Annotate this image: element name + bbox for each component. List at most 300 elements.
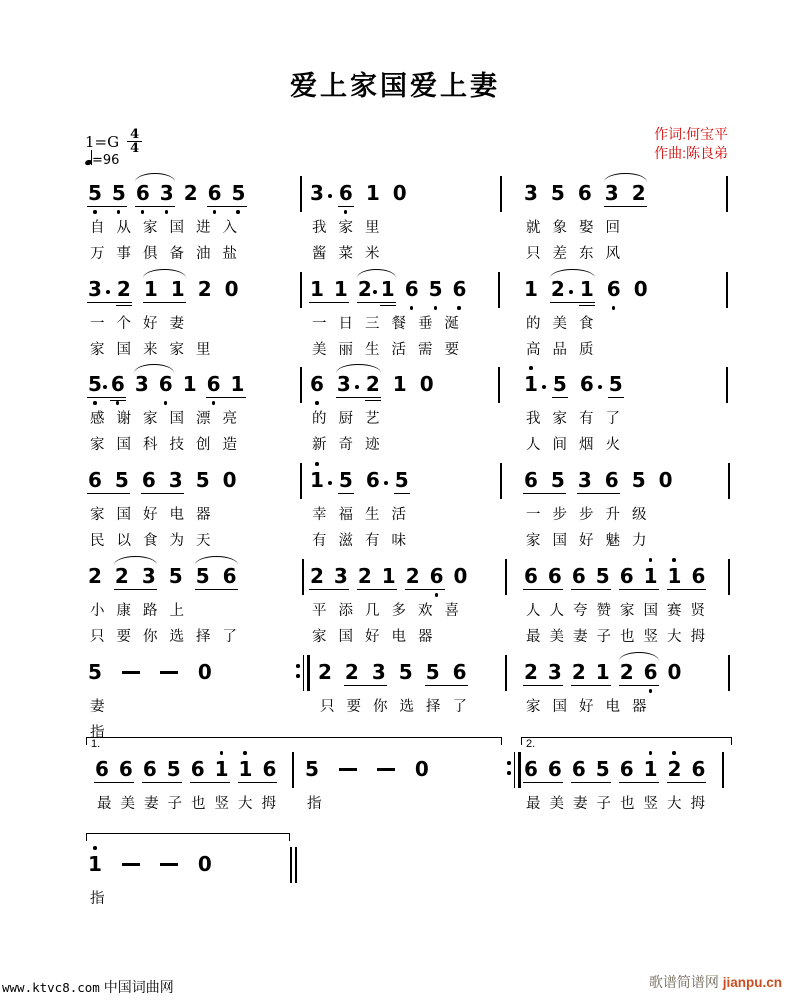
beam-underline (571, 685, 611, 687)
lyric-syllable: 有 (312, 533, 327, 549)
lyric-syllable: 指 (90, 891, 105, 907)
note-digit: 6 (547, 564, 562, 588)
lyric-syllable: 国 (116, 437, 131, 453)
lyric-syllable: 选 (399, 699, 414, 715)
lyric-syllable: 我 (526, 411, 541, 427)
lyric-syllable: 贤 (690, 603, 705, 619)
lyric-syllable: 级 (632, 507, 647, 523)
lyric-syllable: 国 (169, 220, 184, 236)
lyric-syllable: 只 (526, 246, 541, 262)
beam-underline (571, 782, 611, 784)
note-digit: 3 (604, 181, 619, 205)
low-octave-dot (434, 306, 438, 310)
note-digit: 3 (310, 181, 324, 205)
note-digit: 1 (392, 372, 407, 396)
rest: 0 (197, 660, 212, 684)
barline (302, 559, 304, 595)
lyric-syllable: 最 (526, 629, 541, 645)
lyric-row (526, 533, 647, 549)
lyric-syllable: 最 (97, 796, 112, 812)
composer-credit: 作曲:陈良弟 (654, 145, 728, 161)
lyric-syllable: 夸 (573, 603, 588, 619)
measure (318, 660, 498, 690)
slur-arc (550, 269, 595, 278)
lyric-syllable: 家 (90, 437, 105, 453)
note-digit: 3 (547, 660, 562, 684)
lyric-row (312, 220, 380, 236)
measure (88, 660, 278, 690)
barline (498, 272, 500, 308)
repeat-dot (507, 771, 511, 775)
beam-underline (604, 206, 647, 208)
lyric-syllable: 自 (90, 220, 105, 236)
lyric-syllable: 艺 (365, 411, 380, 427)
beam-underline (309, 589, 349, 591)
lyric-row (526, 220, 620, 236)
lyric-syllable: 食 (579, 316, 594, 332)
lyric-row (526, 342, 594, 358)
low-octave-dot (236, 210, 240, 214)
note-digit: 6 (190, 757, 205, 781)
barline (300, 272, 302, 308)
lyric-row (312, 316, 459, 332)
low-octave-dot (141, 210, 145, 214)
lyric-syllable: 电 (169, 507, 184, 523)
lyric-syllable: 造 (222, 437, 237, 453)
lyric-syllable: 只 (320, 699, 335, 715)
slur-arc (134, 364, 174, 373)
lyric-syllable: 美 (552, 316, 567, 332)
note-digit: 2 (318, 660, 332, 684)
beam-underline-2 (116, 305, 132, 307)
slur-arc (135, 173, 175, 182)
repeat-dot (507, 761, 511, 765)
lyric-syllable: 垂 (418, 316, 433, 332)
lyric-syllable: 好 (143, 316, 158, 332)
note-digit: 1 (143, 277, 158, 301)
note-digit: 6 (607, 277, 621, 301)
rest: 0 (224, 277, 239, 301)
lyric-syllable: 人 (526, 603, 541, 619)
note-digit: 3 (168, 468, 183, 492)
beam-underline (87, 397, 126, 399)
lyric-syllable: 也 (620, 796, 635, 812)
lyric-syllable: 幸 (312, 507, 327, 523)
aug-dot (355, 385, 359, 389)
lyric-syllable: 上 (169, 603, 184, 619)
lyric-syllable: 欢 (418, 603, 433, 619)
aug-dot (598, 385, 602, 389)
beam-underline (405, 589, 445, 591)
lyric-row (90, 891, 105, 907)
beam-underline (608, 397, 624, 399)
beam-underline (357, 302, 396, 304)
note-digit: 1 (380, 277, 395, 301)
volta-bracket-1 (86, 737, 502, 745)
lyric-syllable: 家 (90, 507, 105, 523)
rest: 0 (633, 277, 648, 301)
lyric-syllable: 迹 (365, 437, 380, 453)
lyric-row (90, 411, 237, 427)
note-digit: 6 (524, 468, 538, 492)
note-digit: 3 (160, 181, 174, 205)
lyric-syllable: 差 (552, 246, 567, 262)
lyric-syllable: 竖 (214, 796, 229, 812)
slur-arc (619, 652, 659, 661)
note-digit: 5 (166, 757, 181, 781)
lyric-syllable: 家 (143, 220, 158, 236)
lyric-syllable: 平 (312, 603, 327, 619)
note-digit: 6 (222, 564, 237, 588)
barline (300, 367, 302, 403)
high-octave-dot (649, 751, 653, 755)
lyric-row (526, 437, 620, 453)
note-digit: 2 (619, 660, 634, 684)
lyric-syllable: 质 (579, 342, 594, 358)
beam-underline (667, 782, 706, 784)
lyric-row (312, 603, 459, 619)
lyric-row (90, 699, 105, 715)
low-octave-dot (93, 210, 97, 214)
measure (524, 757, 714, 787)
high-octave-dot (243, 751, 247, 755)
lyric-syllable: 进 (196, 220, 211, 236)
lyric-syllable: 子 (596, 796, 611, 812)
lyric-syllable: 大 (667, 796, 682, 812)
note-digit: 1 (215, 757, 229, 781)
beam-underline-2 (365, 400, 381, 402)
lyric-syllable: 日 (338, 316, 353, 332)
low-octave-dot (212, 401, 216, 405)
note-digit: 1 (310, 277, 324, 301)
rest: 0 (667, 660, 682, 684)
note-digit: 1 (644, 564, 658, 588)
watermark-left-site: 中国词曲网 (103, 979, 174, 995)
slur-arc (336, 364, 381, 373)
lyric-row (526, 507, 647, 523)
note-digit: 2 (631, 181, 646, 205)
beam-underline (667, 589, 706, 591)
lyric-syllable: 竖 (643, 796, 658, 812)
lyric-syllable: 指 (307, 796, 322, 812)
lyric-row (526, 796, 705, 812)
lyric-syllable: 魅 (605, 533, 620, 549)
note-digit: 6 (141, 468, 156, 492)
high-octave-dot (220, 751, 224, 755)
note-digit: 1 (668, 564, 682, 588)
lyric-syllable: 你 (143, 629, 158, 645)
beam-underline (357, 589, 397, 591)
note-digit: 3 (333, 564, 348, 588)
note-digit: 6 (159, 372, 173, 396)
lyric-row (526, 603, 705, 619)
lyric-syllable: 妻 (573, 629, 588, 645)
measure (524, 181, 719, 211)
rest: 0 (197, 852, 212, 876)
aug-dot (103, 385, 107, 389)
lyric-syllable: 几 (365, 603, 380, 619)
lyric-row (526, 316, 594, 332)
lyric-syllable: 万 (90, 246, 105, 262)
lyric-syllable: 要 (346, 699, 361, 715)
low-octave-dot (315, 401, 319, 405)
beam-underline (523, 782, 563, 784)
note-digit: 2 (357, 564, 372, 588)
barline (726, 272, 728, 308)
beam-underline (523, 589, 563, 591)
lyric-row (312, 342, 459, 358)
note-digit: 1 (310, 468, 324, 492)
low-octave-dot (165, 210, 169, 214)
lyric-syllable: 福 (338, 507, 353, 523)
lyric-syllable: 俱 (143, 246, 158, 262)
lyric-syllable: 家 (526, 699, 541, 715)
note-digit: 5 (88, 372, 102, 396)
lyric-syllable: 品 (552, 342, 567, 358)
lyric-syllable: 涎 (444, 316, 459, 332)
lyric-syllable: 三 (365, 316, 380, 332)
note-digit: 5 (338, 468, 353, 492)
note-digit: 1 (239, 757, 253, 781)
watermark-right-site: 歌谱简谱网 (648, 974, 719, 990)
note-digit: 2 (550, 277, 565, 301)
lyric-row (307, 796, 322, 812)
note-digit: 6 (88, 468, 102, 492)
lyric-syllable: 步 (579, 507, 594, 523)
lyric-syllable: 拇 (690, 796, 705, 812)
beam-underline (141, 493, 184, 495)
lyric-syllable: 象 (552, 220, 567, 236)
lyric-row (526, 246, 620, 262)
lyric-syllable: 的 (526, 316, 541, 332)
low-octave-dot (164, 401, 168, 405)
beam-underline (336, 397, 381, 399)
beam-underline (114, 589, 157, 591)
beam-underline (195, 589, 238, 591)
beam-underline (206, 397, 246, 399)
beam-underline (87, 206, 127, 208)
note-digit: 1 (595, 660, 610, 684)
note-digit: 2 (116, 277, 131, 301)
beam-underline-2 (380, 305, 396, 307)
lyric-row (312, 533, 406, 549)
note-digit: 3 (141, 564, 156, 588)
measure (310, 468, 495, 498)
slur-arc (357, 269, 396, 278)
lyric-row (90, 507, 211, 523)
note-digit: 6 (453, 277, 467, 301)
lyric-syllable: 择 (196, 629, 211, 645)
lyric-syllable: 烟 (579, 437, 594, 453)
lyric-syllable: 了 (222, 629, 237, 645)
beam-underline (143, 302, 186, 304)
rest: 0 (419, 372, 434, 396)
note-digit: 1 (579, 277, 594, 301)
low-octave-dot (410, 306, 414, 310)
dash-note (339, 768, 357, 771)
lyric-syllable: 盐 (222, 246, 237, 262)
lyric-syllable: 子 (167, 796, 182, 812)
note-digit: 6 (262, 757, 277, 781)
lyric-syllable: 国 (116, 342, 131, 358)
volta-label-2: 2. (526, 738, 536, 750)
aug-dot (373, 290, 377, 294)
lyric-syllable: 只 (90, 629, 105, 645)
slur-arc (143, 269, 186, 278)
lyric-syllable: 电 (391, 629, 406, 645)
barline (505, 655, 507, 691)
lyric-syllable: 有 (365, 533, 380, 549)
lyric-syllable: 拇 (261, 796, 276, 812)
barline (726, 367, 728, 403)
barline (728, 655, 730, 691)
note-digit: 1 (524, 277, 538, 301)
note-digit: 6 (405, 277, 419, 301)
note-digit: 6 (95, 757, 109, 781)
lyric-syllable: 高 (526, 342, 541, 358)
lyric-syllable: 大 (667, 629, 682, 645)
dash-note (122, 671, 140, 674)
beam-underline (571, 589, 611, 591)
note-digit: 6 (691, 564, 706, 588)
lyric-syllable: 赛 (667, 603, 682, 619)
beam-underline (619, 685, 659, 687)
barline (500, 463, 502, 499)
lyric-syllable: 活 (391, 507, 406, 523)
note-digit: 6 (691, 757, 706, 781)
lyric-syllable: 添 (338, 603, 353, 619)
note-digit: 5 (114, 468, 129, 492)
note-digit: 5 (168, 564, 183, 588)
note-digit: 3 (577, 468, 592, 492)
measure (88, 564, 298, 594)
high-octave-dot (93, 846, 97, 850)
measure (310, 372, 495, 402)
lyric-syllable: 技 (169, 437, 184, 453)
measure (305, 757, 455, 787)
barline (728, 559, 730, 595)
slur-arc (114, 556, 157, 565)
lyric-syllable: 也 (620, 629, 635, 645)
lyric-syllable: 喜 (444, 603, 459, 619)
lyric-syllable: 东 (579, 246, 594, 262)
note-digit: 6 (452, 660, 467, 684)
beam-underline (523, 493, 566, 495)
lyric-syllable: 里 (365, 220, 380, 236)
beam-underline (87, 493, 130, 495)
lyric-syllable: 美 (549, 796, 564, 812)
lyric-syllable: 厨 (338, 411, 353, 427)
lyric-row (526, 411, 620, 427)
measure (524, 277, 719, 307)
lyric-syllable: 也 (191, 796, 206, 812)
lyric-syllable: 我 (312, 220, 327, 236)
beam-underline-2 (579, 305, 595, 307)
high-octave-dot (315, 462, 319, 466)
watermark-left (2, 977, 174, 997)
low-octave-dot (612, 306, 616, 310)
lyric-syllable: 多 (391, 603, 406, 619)
lyric-syllable: 就 (526, 220, 541, 236)
lyric-syllable: 美 (120, 796, 135, 812)
lyric-syllable: 妻 (573, 796, 588, 812)
note-digit: 6 (339, 181, 353, 205)
beam-underline (207, 206, 247, 208)
coda-bracket (86, 833, 290, 841)
final-line-2 (295, 847, 297, 883)
lyric-syllable: 竖 (643, 629, 658, 645)
measure (88, 277, 298, 307)
note-digit: 5 (88, 181, 102, 205)
slur-arc (195, 556, 238, 565)
note-digit: 6 (619, 757, 634, 781)
dash-note (160, 671, 178, 674)
repeat-dot (296, 674, 300, 678)
repeat-dot (296, 664, 300, 668)
beam-underline (619, 782, 659, 784)
barline (726, 176, 728, 212)
lyric-row (90, 342, 211, 358)
note-digit: 2 (183, 181, 198, 205)
beam-underline (135, 206, 175, 208)
beam-underline (94, 782, 134, 784)
lyric-syllable: 娶 (579, 220, 594, 236)
lyric-syllable: 味 (391, 533, 406, 549)
beam-underline (87, 302, 132, 304)
lyric-row (312, 437, 380, 453)
beam-underline (619, 589, 659, 591)
volta-label-1: 1. (91, 738, 101, 750)
lyric-syllable: 里 (196, 342, 211, 358)
lyricist-credit: 作词:何宝平 (654, 126, 728, 142)
note-digit: 2 (668, 757, 682, 781)
lyric-syllable: 妻 (144, 796, 159, 812)
watermark-left-url: www.ktvc8.com (2, 980, 100, 995)
lyric-syllable: 国 (338, 629, 353, 645)
low-octave-dot (435, 593, 439, 597)
measure (95, 757, 285, 787)
lyric-syllable: 漂 (196, 411, 211, 427)
measure (524, 468, 719, 498)
lyric-syllable: 好 (579, 533, 594, 549)
note-digit: 6 (310, 372, 324, 396)
measure (310, 564, 500, 594)
credits (654, 125, 728, 163)
lyric-syllable: 活 (391, 342, 406, 358)
lyric-syllable: 新 (312, 437, 327, 453)
lyric-syllable: 国 (643, 603, 658, 619)
lyric-syllable: 谢 (116, 411, 131, 427)
measure (524, 372, 719, 402)
lyric-syllable: 以 (116, 533, 131, 549)
low-octave-dot (116, 401, 120, 405)
lyric-syllable: 器 (196, 507, 211, 523)
lyric-syllable: 家 (620, 603, 635, 619)
lyric-syllable: 回 (605, 220, 620, 236)
aug-dot (384, 481, 388, 485)
note-digit: 1 (644, 757, 658, 781)
beam-underline (425, 685, 468, 687)
note-digit: 6 (547, 757, 562, 781)
lyric-row (90, 220, 237, 236)
lyric-row (312, 411, 380, 427)
lyric-syllable: 一 (526, 507, 541, 523)
note-digit: 5 (398, 660, 413, 684)
note-digit: 6 (136, 181, 150, 205)
lyric-syllable: 家 (143, 411, 158, 427)
lyric-row (90, 629, 237, 645)
note-digit: 5 (595, 564, 610, 588)
